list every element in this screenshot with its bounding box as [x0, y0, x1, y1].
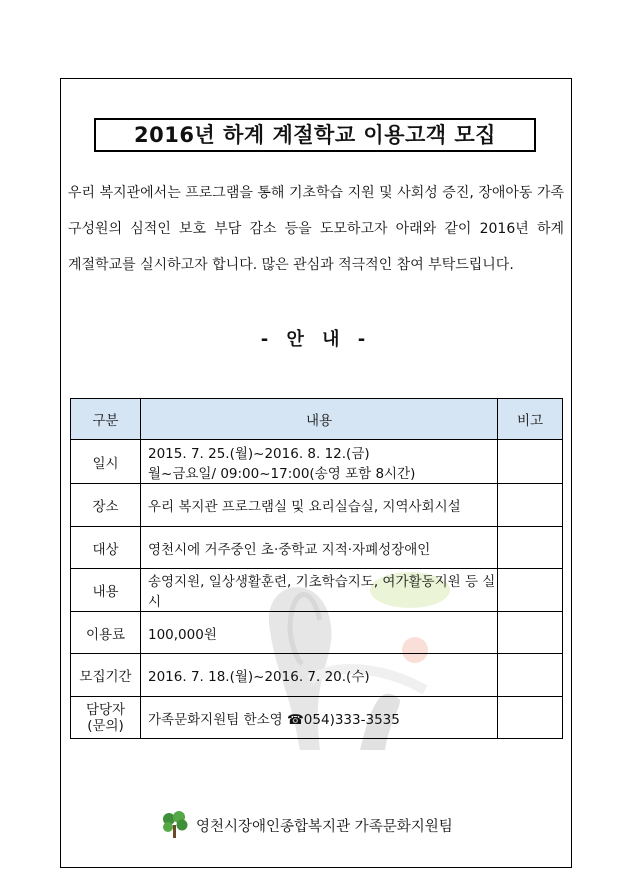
table-row	[71, 527, 563, 569]
row-note	[498, 654, 563, 697]
document-title: 2016년 하계 계절학교 이용고객 모집	[94, 118, 536, 152]
row-label-fee: 이용료	[71, 612, 141, 654]
row-note	[498, 440, 563, 484]
row-label-contact: 담당자 (문의)	[71, 697, 141, 739]
row-note	[498, 697, 563, 739]
row-note	[498, 569, 563, 612]
row-content-contact: 가족문화지원팀 한소영 ☎054)333-3535	[141, 697, 498, 739]
intro-paragraph: 우리 복지관에서는 프로그램을 통해 기초학습 지원 및 사회성 증진, 장애아동 가족 구성원의 심적인 보호 부담 감소 등을 도모하고자 아래와 같이 2016년 하계 계절학교를 실시하고자 합니다. 많은 관심과 적극적인 참여 부탁드립니다.	[68, 185, 564, 273]
datetime-line-2: 월~금요일/ 09:00~17:00(송영 포함 8시간)	[148, 465, 416, 482]
row-content-period: 2016. 7. 18.(월)~2016. 7. 20.(수)	[141, 654, 498, 697]
row-label-target: 대상	[71, 527, 141, 569]
table-header-row	[71, 399, 563, 440]
info-table	[70, 398, 563, 739]
footer-org-name: 영천시장애인종합복지관 가족문화지원팀	[196, 818, 453, 835]
row-label-place: 장소	[71, 484, 141, 527]
row-label-datetime: 일시	[71, 440, 141, 484]
table-row	[71, 569, 563, 612]
table-row	[71, 440, 563, 484]
row-note	[498, 484, 563, 527]
row-note	[498, 612, 563, 654]
row-content-content: 송영지원, 일상생활훈련, 기초학습지도, 여가활동지원 등 실시	[141, 569, 498, 612]
row-label-period: 모집기간	[71, 654, 141, 697]
footer	[160, 812, 453, 838]
org-logo-icon	[160, 810, 190, 840]
table-row	[71, 612, 563, 654]
table-row	[71, 654, 563, 697]
row-content-place: 우리 복지관 프로그램실 및 요리실습실, 지역사회시설	[141, 484, 498, 527]
header-category: 구분	[71, 399, 141, 440]
table-row	[71, 484, 563, 527]
datetime-line-1: 2015. 7. 25.(월)~2016. 8. 12.(금)	[148, 445, 370, 462]
header-note: 비고	[498, 399, 563, 440]
guide-heading: - 안 내 -	[260, 329, 372, 350]
table-row	[71, 697, 563, 739]
row-content-target: 영천시에 거주중인 초·중학교 지적·자폐성장애인	[141, 527, 498, 569]
row-content-datetime	[141, 440, 498, 484]
header-content: 내용	[141, 399, 498, 440]
row-content-fee: 100,000원	[141, 612, 498, 654]
row-note	[498, 527, 563, 569]
row-label-content: 내용	[71, 569, 141, 612]
